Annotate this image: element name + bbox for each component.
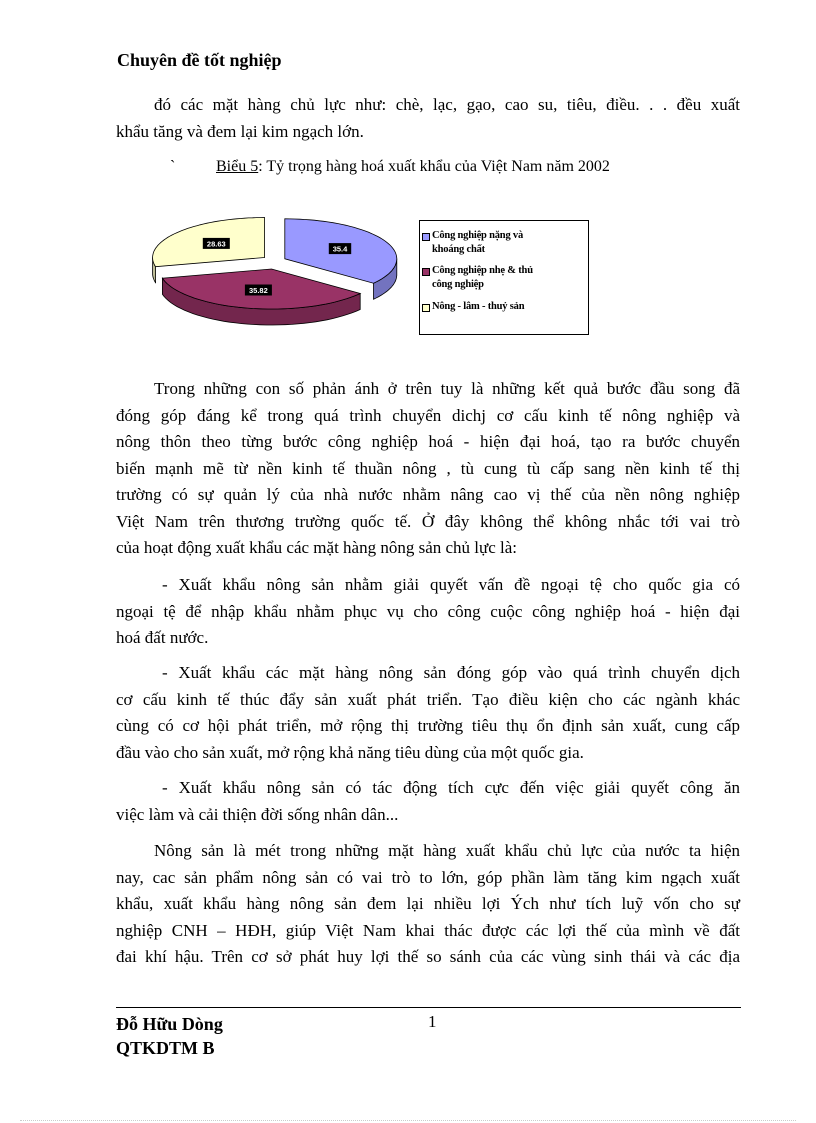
intro-paragraph (116, 92, 740, 145)
legend-label: khoáng chất (432, 244, 485, 255)
text-line: đầu vào cho sản xuất, mở rộng khả năng tiêu dùng của một quốc gia. (116, 742, 584, 762)
footer-author-block (116, 1012, 223, 1060)
data-label: 35.82 (249, 286, 268, 295)
text-line: - Xuất khẩu nông sản nhằm giải quyết vấn đề ngoại tệ cho quốc gia có (162, 575, 740, 594)
paragraph-1 (116, 376, 740, 562)
text-line: đóng góp đáng kể trong quá trình chuyển dichj cơ cấu kinh tế nông nghiệp và (116, 405, 740, 425)
chart-caption (216, 158, 610, 176)
text-line: khẩu tăng và đem lại kim ngạch lớn. (116, 121, 364, 141)
page-bottom-dots (20, 1120, 796, 1121)
text-line: biến mạnh mẽ từ nền kinh tế thuần nông , tù cung tù cấp sang nền kinh tế thị (116, 458, 740, 478)
text-line: nông thôn theo từng bước công nghiệp hoá - hiện đại hoá, tạo ra bước chuyển (116, 432, 740, 451)
caption-text: : Tỷ trọng hàng hoá xuất khẩu của Việt Nam năm 2002 (258, 158, 610, 175)
bullet-paragraph-3 (116, 775, 740, 828)
paragraph-2 (116, 838, 740, 971)
author-name: Đỗ Hữu Dòng (116, 1014, 223, 1034)
bullet-paragraph-2 (116, 660, 740, 766)
text-line: cơ cấu kinh tế thúc đẩy sản xuất phát triển. Tạo điều kiện cho các ngành khác (116, 689, 740, 709)
text-line: Nông sản là mét trong những mặt hàng xuất khẩu chủ lực của nước ta hiện (154, 841, 740, 860)
text-line: nghiệp CNH – HĐH, giúp Việt Nam khai thác được các lợi thế của mình về đất (116, 920, 740, 940)
caption-label: Biểu 5 (216, 158, 259, 175)
text-line: Việt Nam trên thương trường quốc tế. Ở đây không thể không nhắc tới vai trò (116, 511, 740, 531)
legend-item-heavy-industry (432, 229, 582, 257)
text-line: trường có sự quản lý của nhà nước nhằm nâng cao vị thế của nền nông nghiệp (116, 485, 740, 504)
caption-tick: ` (170, 158, 176, 175)
legend-swatch (422, 268, 430, 276)
pie-chart (148, 210, 418, 335)
text-line: hoá đất nước. (116, 628, 209, 647)
text-line: cùng có cơ hội phát triển, mở rộng thị trường tiêu thụ ổn định sản xuất, cung cấp (116, 716, 740, 735)
text-line: đai khí hậu. Trên cơ sở phát huy lợi thế so sánh của các vùng sinh thái và các địa (116, 947, 740, 966)
author-class: QTKDTM B (116, 1038, 215, 1058)
text-line: nay, cac sản phẩm nông sản có vai trò to lớn, góp phần làm tăng kim ngạch xuất (116, 867, 740, 887)
data-label: 35.4 (332, 244, 348, 254)
data-label: 28.63 (206, 239, 226, 249)
legend-swatch (422, 304, 430, 312)
text-line: - Xuất khẩu nông sản có tác động tích cực đến việc giải quyết công ăn (162, 778, 740, 797)
bullet-paragraph-1 (116, 572, 740, 652)
page-number: 1 (428, 1012, 437, 1031)
legend-label: Nông - lâm - thuỷ sản (432, 301, 525, 312)
legend-item-agriculture (432, 300, 582, 314)
document-header: Chuyên đề tốt nghiệp (117, 50, 282, 70)
text-line: khẩu, xuất khẩu hàng nông sản đem lại nhiều lợi Ých như tích luỹ vốn cho sự (116, 894, 740, 913)
legend-swatch (422, 233, 430, 241)
text-line: - Xuất khẩu các mặt hàng nông sản đóng góp vào quá trình chuyển dịch (162, 663, 740, 682)
text-line: của hoạt động xuất khẩu các mặt hàng nông sản chủ lực là: (116, 538, 518, 557)
text-line: việc làm và cải thiện đời sống nhân dân... (116, 804, 399, 824)
text-line: Trong những con số phản ánh ở trên tuy là những kết quả bước đầu song đã (154, 379, 740, 398)
text-line: đó các mặt hàng chủ lực như: chè, lạc, gạo, cao su, tiêu, điều. . . đều xuất (154, 95, 740, 114)
text-line: ngoại tệ để nhập khẩu nhằm phục vụ cho công cuộc công nghiệp hoá - hiện đại (116, 601, 740, 621)
legend-label: Công nghiệp nặng và (432, 230, 524, 241)
footer-divider (116, 1007, 741, 1008)
chart-legend (419, 220, 589, 335)
legend-item-light-industry (432, 264, 582, 292)
legend-label: Công nghiệp nhẹ & thủ (432, 265, 533, 276)
legend-label: công nghiệp (432, 279, 484, 290)
